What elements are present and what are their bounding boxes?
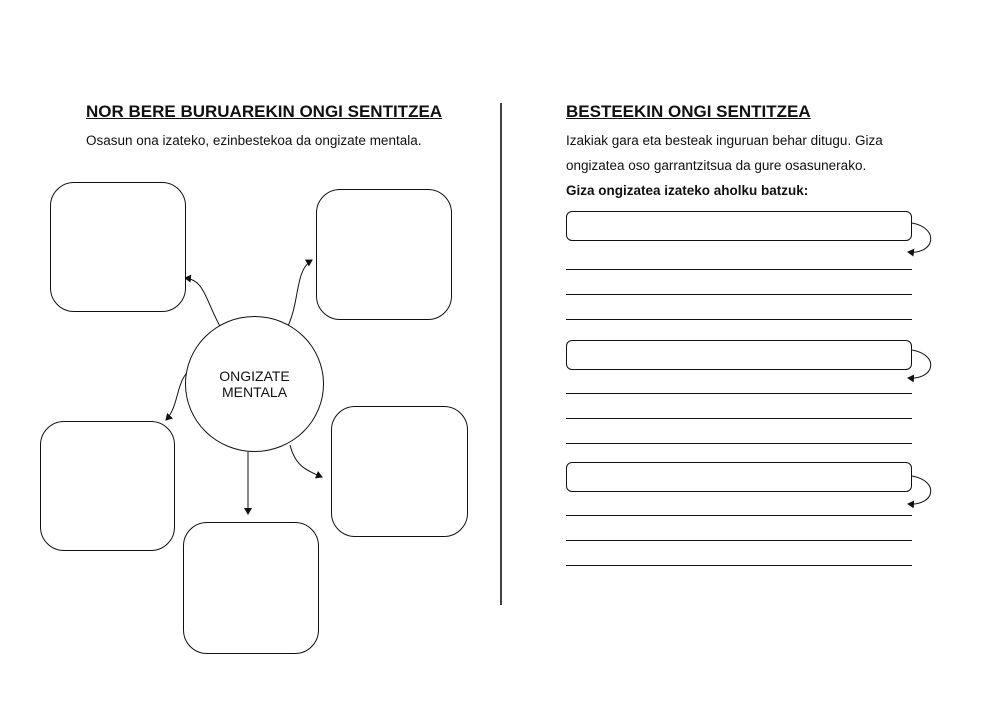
advice-input-1[interactable] (566, 211, 912, 241)
writing-line[interactable] (566, 515, 912, 516)
writing-line[interactable] (566, 393, 912, 394)
left-section-title: NOR BERE BURUAREKIN ONGI SENTITZEA (86, 102, 443, 121)
right-section-title: BESTEEKIN ONGI SENTITZEA (566, 102, 811, 121)
advice-heading: Giza ongizatea izateko aholku batzuk: (566, 183, 809, 198)
writing-line[interactable] (566, 294, 912, 295)
left-subtitle: Osasun ona izateko, ezinbestekoa da ongizate mentala. (86, 133, 422, 148)
center-label-line1: ONGIZATE (219, 368, 290, 384)
writing-line[interactable] (566, 418, 912, 419)
answer-box-bottom[interactable] (183, 522, 319, 654)
writing-line[interactable] (566, 319, 912, 320)
writing-line[interactable] (566, 443, 912, 444)
advice-input-2[interactable] (566, 340, 912, 370)
center-circle (185, 316, 324, 452)
right-intro-line1: Izakiak gara eta besteak inguruan behar ditugu. Giza (566, 133, 883, 148)
arrow-bottom-right (290, 445, 322, 477)
arrow-top-right (288, 260, 312, 326)
answer-box-top-right[interactable] (316, 189, 452, 320)
answer-box-middle-left[interactable] (40, 421, 175, 551)
answer-box-middle-right[interactable] (331, 406, 468, 537)
writing-line[interactable] (566, 269, 912, 270)
writing-line[interactable] (566, 540, 912, 541)
answer-box-top-left[interactable] (50, 182, 186, 312)
arrow-top-left (185, 278, 222, 330)
advice-input-3[interactable] (566, 462, 912, 492)
writing-line[interactable] (566, 565, 912, 566)
center-label-line2: MENTALA (221, 384, 288, 400)
right-intro-line2: ongizatea oso garrantzitsua da gure osasunerako. (566, 158, 867, 173)
